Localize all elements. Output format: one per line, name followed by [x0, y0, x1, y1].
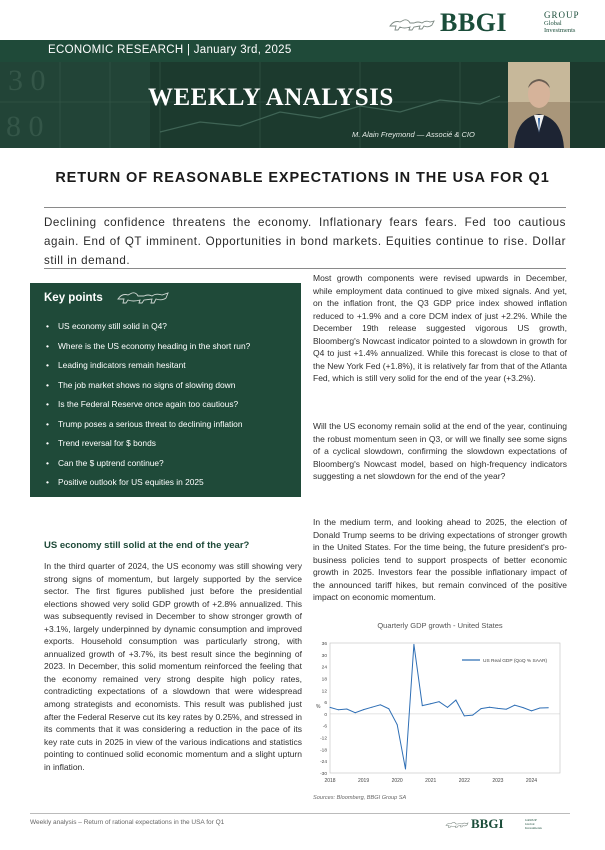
bbgi-logo [388, 8, 598, 38]
x-tick-label: 2023 [492, 778, 504, 784]
data-point [371, 707, 372, 708]
data-point [506, 709, 507, 710]
legend-label: US Real GDP (QoQ % SAAR) [483, 659, 548, 664]
research-bar [0, 40, 605, 62]
bull-bear-icon [445, 819, 469, 829]
right-paragraph-2: Will the US economy remain solid at the end of the year, continuing the robust momentum seen in Q3, or will we finally see some signs of a cyclical slowdown, confirming the slowdown expectations of Bloomberg's Nowcast model, based on high-frequency indicators suggesting a net slowdown for the end of the year? [313, 421, 567, 481]
data-point [514, 705, 515, 706]
y-axis-label: % [316, 704, 321, 710]
x-tick-label: 2019 [358, 778, 370, 784]
x-tick-label: 2018 [324, 778, 336, 784]
data-point [523, 707, 524, 708]
data-point [447, 707, 448, 708]
y-tick-label: -30 [320, 772, 327, 777]
data-point [548, 707, 549, 708]
x-tick-label: 2024 [525, 778, 538, 784]
x-tick-label: 2022 [458, 778, 470, 784]
footer-divider [30, 813, 570, 814]
divider-bottom [44, 268, 566, 269]
key-point-item: • Leading indicators remain hesitant [46, 359, 250, 379]
author-line: M. Alain Freymond — Associé & CIO [352, 130, 475, 139]
data-point [346, 708, 347, 709]
data-point [430, 703, 431, 704]
y-tick-label: -24 [320, 760, 327, 766]
bull-bear-icon [115, 287, 175, 305]
banner-title: WEEKLY ANALYSIS [148, 84, 394, 111]
research-date: ECONOMIC RESEARCH | January 3rd, 2025 [48, 44, 292, 56]
key-point-item: • Trump poses a serious threat to declining inflation [46, 418, 250, 438]
data-point [464, 715, 465, 716]
logo-subtitle: GROUP Global Investments [544, 10, 580, 34]
data-point [405, 769, 406, 770]
chart-source: Sources: Bloomberg, BBGI Group SA [313, 795, 407, 801]
logo-wordmark: BBGI [440, 8, 508, 37]
lead-paragraph: Declining confidence threatens the economy. Inflationary fears fears. Fed too cautious again. End of QT imminent. Opportunities in bond markets. Equities continue to rise. Dollar still in demand. [44, 216, 566, 267]
chart-title: Quarterly GDP growth - United States [377, 621, 503, 630]
key-points-list [46, 320, 250, 496]
y-tick-label: 36 [321, 642, 327, 647]
key-point-item: • Can the $ uptrend continue? [46, 457, 250, 477]
key-point-item: • Is the Federal Reserve once again too cautious? [46, 398, 250, 418]
key-point-item: • Positive outlook for US equities in 2025 [46, 476, 250, 496]
section-heading: US economy still solid at the end of the year? [44, 540, 250, 551]
data-point [338, 709, 339, 710]
y-tick-label: 12 [321, 689, 327, 695]
data-point [439, 701, 440, 702]
article-title: RETURN OF REASONABLE EXPECTATIONS IN THE USA FOR Q1 [55, 170, 550, 186]
data-point [388, 708, 389, 709]
key-point-item: • Where is the US economy heading in the short run? [46, 340, 250, 360]
key-point-item: • Trend reversal for $ bonds [46, 437, 250, 457]
footer-text: Weekly analysis – Return of rational expectations in the USA for Q1 [30, 819, 225, 826]
y-tick-label: 30 [321, 653, 327, 659]
footer-logo-wordmark: BBGI [471, 816, 504, 831]
data-point [531, 710, 532, 711]
data-point [363, 709, 364, 710]
author-photo [508, 62, 570, 148]
bull-bear-icon [388, 14, 436, 32]
data-point [422, 705, 423, 706]
data-point [380, 704, 381, 705]
footer-logo-subtitle: GROUP Global Investments [525, 818, 542, 830]
portrait-image [508, 62, 570, 148]
key-point-item: • The job market shows no signs of slowing down [46, 379, 250, 399]
data-point [481, 708, 482, 709]
y-tick-label: 6 [324, 701, 327, 707]
svg-text:8 0: 8 0 [6, 110, 44, 143]
y-tick-label: 0 [324, 712, 327, 718]
section-body: In the third quarter of 2024, the US economy was still showing very strong signs of momentum, but largely supported by the service sector. The first figures published just before the presidential elections showed very solid GDP growth of +2.8% annualized. This was subsequently revised in December to show stronger growth of +3.1%, largely underpinned by dynamic consumption and improved exports. Household consumption was particularly strong, with annualized growth of +3.7%, its best result since the beginning of 2023. In December, this solid momentum reinforced the feeling that the economy remained very strong despite high policy rates, contradicting expectations of a slowdown that were widespread among strategists and economists. This result was published just after the Federal Reserve cut its key rates by 0.25%, and stressed in its comments that it was considering a reduction in the pace of its key rate cuts in 2025 in view of the various indications and statistics pointing to continued solid economic momentum and a slight upturn in inflation. [44, 561, 302, 772]
data-point [397, 724, 398, 725]
data-point [455, 700, 456, 701]
data-point [472, 715, 473, 716]
y-tick-label: -12 [320, 736, 327, 742]
x-tick-label: 2021 [425, 778, 437, 784]
right-paragraph-1: Most growth components were revised upwards in December, while employment data continued to give mixed signals. And yet, on the inflation front, the Q3 GDP price index showed inflation reduced to +1.9% and a core DCM index of just +2.2%. While the December 19th release suggested vigorous US growth, Bloomberg's Nowcast indicator pointed to a slowdown in growth for Q4 to just +1.4% annualized. While this forecast is close to that of the New York Fed (+1.8%), it is relatively far from that of the Atlanta Fed, which is still very solid for the end of the year (+3.2%). [313, 273, 567, 383]
data-point [489, 707, 490, 708]
footer-logo [445, 816, 565, 832]
data-point [413, 644, 414, 645]
divider-top [44, 207, 566, 208]
y-tick-label: 18 [321, 677, 327, 683]
key-points-box [30, 283, 301, 497]
svg-text:3 0: 3 0 [8, 64, 46, 97]
key-point-item: • US economy still solid in Q4? [46, 320, 250, 340]
x-tick-label: 2020 [391, 778, 403, 784]
y-tick-label: -6 [322, 724, 327, 730]
data-point [539, 708, 540, 709]
data-point [355, 712, 356, 713]
right-paragraph-3: In the medium term, and looking ahead to 2025, the election of Donald Trump seems to be driving expectations of stronger growth in the United States. For the time being, the future president's pro-business policies tend to support prospects of better economic growth in 2025. Investors fear the possible inflationary impact of the announced tariff hikes, but remain convinced of the positive impact on economic momentum. [313, 517, 567, 602]
key-points-title: Key points [44, 292, 103, 304]
gdp-chart [310, 637, 566, 789]
y-tick-label: -18 [320, 748, 327, 754]
data-point [330, 707, 331, 708]
data-point [497, 708, 498, 709]
y-tick-label: 24 [321, 665, 327, 671]
